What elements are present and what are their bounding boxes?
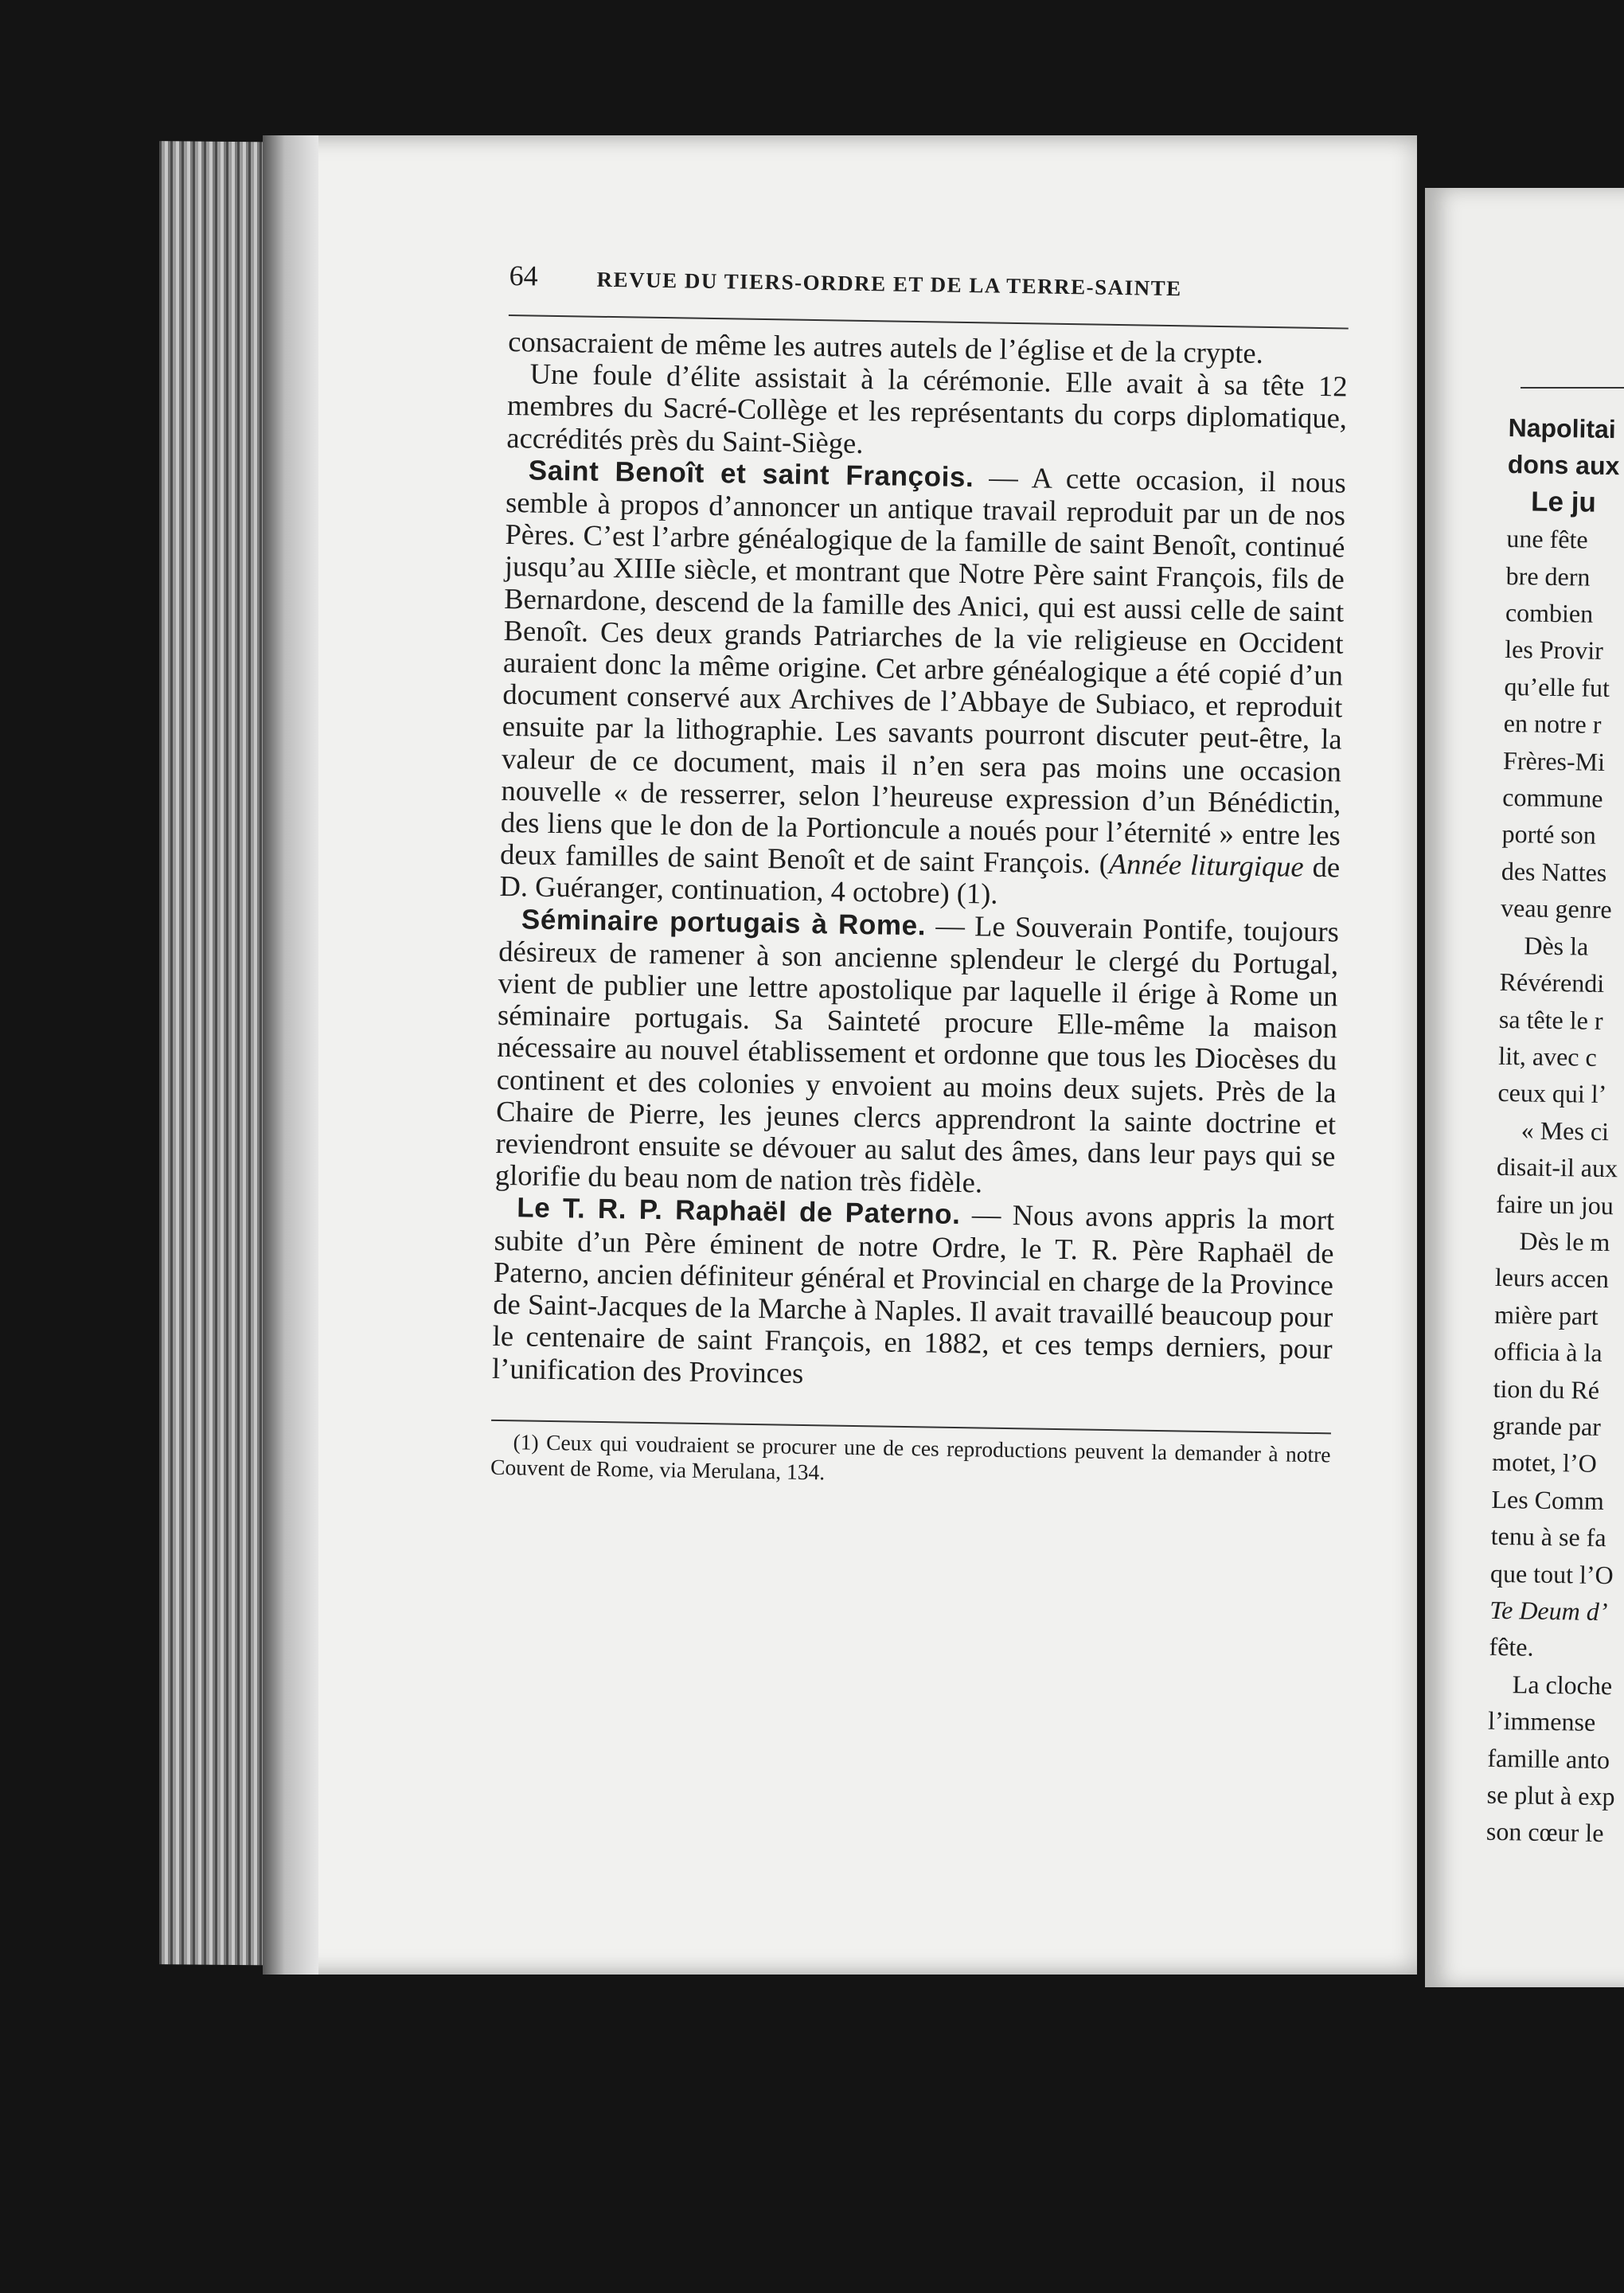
right-line: combien	[1505, 598, 1594, 628]
right-line: se plut à exp	[1486, 1779, 1615, 1811]
section-heading: Le T. R. P. Raphaël de Paterno.	[516, 1192, 961, 1231]
right-line: en notre r	[1503, 709, 1602, 740]
right-line: disait-il aux	[1496, 1152, 1618, 1183]
right-line: faire un jou	[1496, 1189, 1614, 1220]
section-text: — A cette occasion, il nous semble à propos d’annoncer un antique travail reproduit par un de nos Pères. C’est l’arbre généalogique de la famille de saint Benoît, continué jusqu’au XIIIe siècle, et montrant que Notre Père saint François, fils de Bernardone, descend de la famille des Anici, qui est aussi celle de saint Benoît. Ces deux grands Patriarches de la vie religieuse en Occident auraient donc la même origine. Cet arbre généalogique a été copié d’un document conservé aux Archives de l’Abbaye de Subiaco, et reproduit ensuite par la lithographie. Les savants pourront discuter peut-être, la valeur de ce document, mais il n’en sera pas moins une occasion nouvelle « de resserrer, selon l’heureuse expression d’un Bénédictin, des liens que le don de la Portioncule a noués pour l’éternité » entre les deux familles de saint Benoît et de saint François. (	[499, 460, 1347, 881]
right-line: La cloche	[1512, 1670, 1613, 1701]
right-line: mière part	[1493, 1299, 1599, 1330]
right-line: que tout l’O	[1489, 1558, 1614, 1589]
left-page-text	[490, 259, 1349, 1493]
right-page-rule	[1521, 387, 1624, 389]
running-head-title: REVUE DU TIERS-ORDRE ET DE LA TERRE-SAINTE	[596, 267, 1182, 301]
section-text: — Nous avons appris la mort subite d’un Père éminent de notre Ordre, le T. R. Père Raphaël de Paterno, ancien définiteur général et Provincial en charge de la Province de Saint-Jacques de la Marche à Naples. Il avait travaillé beaucoup pour le centenaire de saint François, en 1882, et ces temps derniers, pour l’unification des Provinces	[491, 1197, 1335, 1389]
right-line: Le ju	[1530, 486, 1597, 518]
page-number: 64	[509, 259, 538, 292]
right-line: famille anto	[1487, 1743, 1610, 1774]
right-line: Les Comm	[1491, 1484, 1605, 1515]
section-benoit	[499, 454, 1346, 916]
section-text-tail: de D. Guéranger, continuation, 4 octobre) (1).	[499, 850, 1341, 911]
right-line: sa tête le r	[1498, 1004, 1603, 1035]
right-line: Dès la	[1524, 931, 1589, 961]
book-binding	[263, 135, 318, 1975]
right-line: Frères-Mi	[1502, 745, 1606, 776]
right-line: grande par	[1492, 1410, 1602, 1441]
right-line: officia à la	[1493, 1337, 1603, 1368]
right-line: motet, l’O	[1491, 1447, 1598, 1479]
right-page-lines	[1486, 409, 1624, 1852]
right-line: lit, avec c	[1497, 1041, 1597, 1072]
right-line: son cœur le	[1485, 1817, 1604, 1848]
section-paterno	[492, 1191, 1335, 1397]
right-line: Dès le m	[1519, 1226, 1610, 1257]
right-line: dons aux	[1507, 450, 1620, 481]
section-seminaire	[495, 903, 1340, 1205]
paragraph: consacraient de même les autres autels de l’église et de la crypte.	[508, 324, 1264, 369]
right-line: l’immense	[1487, 1706, 1596, 1737]
footnote-text: (1) Ceux qui voudraient se procurer une de ces reproductions peuvent la demander à notre Couvent de Rome, via Merulana, 134.	[490, 1428, 1331, 1485]
section-text: — Le Souverain Pontife, toujours désireux de ramener à son ancienne splendeur le clergé du Portugal, vient de publier une lettre apostolique par laquelle il érige à Rome un séminaire portugais. Sa Sainteté procure Elle-même la maison nécessaire au nouvel établissement et ordonne que tous les Diocèses du continent et des colonies y envoient au moins deux sujets. Près de la Chaire de Pierre, les jeunes clercs apprendront la sainte doctrine et reviendront ensuite se dévouer au salut des âmes, dans leur pays qui se glorifie du beau nom de nation très fidèle.	[494, 908, 1340, 1199]
right-line: tion du Ré	[1493, 1373, 1600, 1404]
right-line: leurs accen	[1494, 1263, 1610, 1294]
paragraph: Une foule d’élite assistait à la cérémonie. Elle avait à sa tête 12 membres du Sacré-Collège et les représentants du corps diplomatique, accrédités près du Saint-Siège.	[506, 357, 1348, 459]
right-line: Révérendi	[1499, 967, 1605, 998]
right-line: « Mes ci	[1521, 1115, 1610, 1146]
right-line: les Provir	[1504, 635, 1604, 666]
right-line: qu’elle fut	[1504, 671, 1610, 702]
right-line: veau genre	[1500, 893, 1612, 924]
right-line: Napolitai	[1508, 412, 1617, 444]
right-page	[1425, 188, 1624, 1987]
right-line: Te Deum d’	[1489, 1595, 1608, 1627]
italic-title: Année liturgique	[1108, 847, 1305, 884]
section-heading: Séminaire portugais à Rome.	[521, 903, 927, 941]
right-line: bre dern	[1505, 561, 1591, 592]
right-line: porté son	[1501, 819, 1597, 850]
right-line: tenu à se fa	[1490, 1522, 1606, 1553]
right-line: commune	[1502, 783, 1603, 813]
right-line: une fête	[1506, 524, 1588, 554]
right-line: ceux qui l’	[1497, 1078, 1607, 1109]
body-text	[492, 326, 1349, 1397]
section-heading: Saint Benoît et saint François.	[528, 455, 974, 494]
right-line: des Nattes	[1501, 856, 1607, 887]
right-line: fête.	[1489, 1632, 1534, 1662]
